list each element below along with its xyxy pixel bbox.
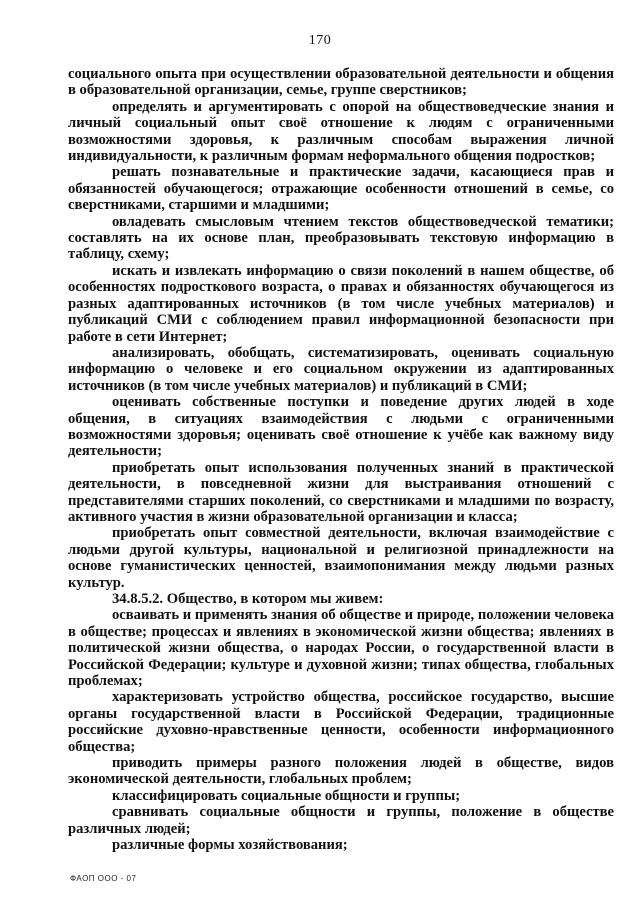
page-number: 170	[308, 33, 332, 48]
paragraph: социального опыта при осуществлении образовательной деятельности и общения в образовательной организации, семье, группе сверстников;	[68, 66, 614, 99]
paragraph: приобретать опыт совместной деятельности, включая взаимодействие с людьми другой культуры, национальной и религиозной принадлежности на основе гуманистических ценностей, взаимопонимания между людьми разных культур.	[68, 525, 614, 591]
paragraph: классифицировать социальные общности и группы;	[112, 787, 461, 804]
paragraph: осваивать и применять знания об обществе и природе, положении человека в обществе; процессах и явлениях в экономической жизни общества; явлениях в политической жизни общества, о народах России, о государственной власти в Российской Федерации; культуре и духовной жизни; типах общества, глобальных проблемах;	[68, 607, 614, 690]
section-heading: 34.8.5.2. Общество, в котором мы живем:	[112, 591, 384, 607]
paragraph: решать познавательные и практические задачи, касающиеся прав и обязанностей обучающегося; отражающие особенности отношений в семье, со сверстниками, старшими и младшими;	[68, 164, 614, 214]
paragraph: приводить примеры разного положения людей в обществе, видов экономической деятельности, глобальных проблем;	[68, 755, 614, 788]
paragraph: приобретать опыт использования полученных знаний в практической деятельности, в повседневной жизни для выстраивания отношений с представителями старших поколений, со сверстниками и младшими по возрасту, активного участия в жизни образовательной организации и класса;	[68, 459, 614, 525]
document-code-footer: ФАОП ООО - 07	[70, 874, 137, 883]
paragraph: оценивать собственные поступки и поведение других людей в ходе общения, в ситуациях взаимодействия с людьми с ограниченными возможностями здоровья; оценивать своё отношение к учёбе как важному виду деятельности;	[68, 394, 614, 460]
paragraph: определять и аргументировать с опорой на обществоведческие знания и личный социальный опыт своё отношение к людям с ограниченными возможностями здоровья, к различным способам выражения личной индивидуальности, к различным формам неформального общения подростков;	[68, 98, 614, 165]
paragraph: сравнивать социальные общности и группы, положение в обществе различных людей;	[68, 804, 614, 837]
paragraph: различные формы хозяйствования;	[112, 837, 348, 854]
paragraph: искать и извлекать информацию о связи поколений в нашем обществе, об особенностях подросткового возраста, о правах и обязанностях обучающегося из разных адаптированных источников (в том числе учебных материалов) и публикаций СМИ с соблюдением правил информационной безопасности при работе в сети Интернет;	[68, 262, 614, 345]
paragraph: анализировать, обобщать, систематизировать, оценивать социальную информацию о человеке и его социальном окружении из адаптированных источников (в том числе учебных материалов) и публикаций в СМИ;	[68, 344, 614, 394]
paragraph: овладевать смысловым чтением текстов обществоведческой тематики; составлять на их основе план, преобразовывать текстовую информацию в таблицу, схему;	[68, 213, 614, 263]
page-body	[68, 66, 614, 854]
paragraph: характеризовать устройство общества, российское государство, высшие органы государственной власти в Российской Федерации, традиционные российские духовно-нравственные ценности, особенности информационного общества;	[68, 689, 614, 755]
